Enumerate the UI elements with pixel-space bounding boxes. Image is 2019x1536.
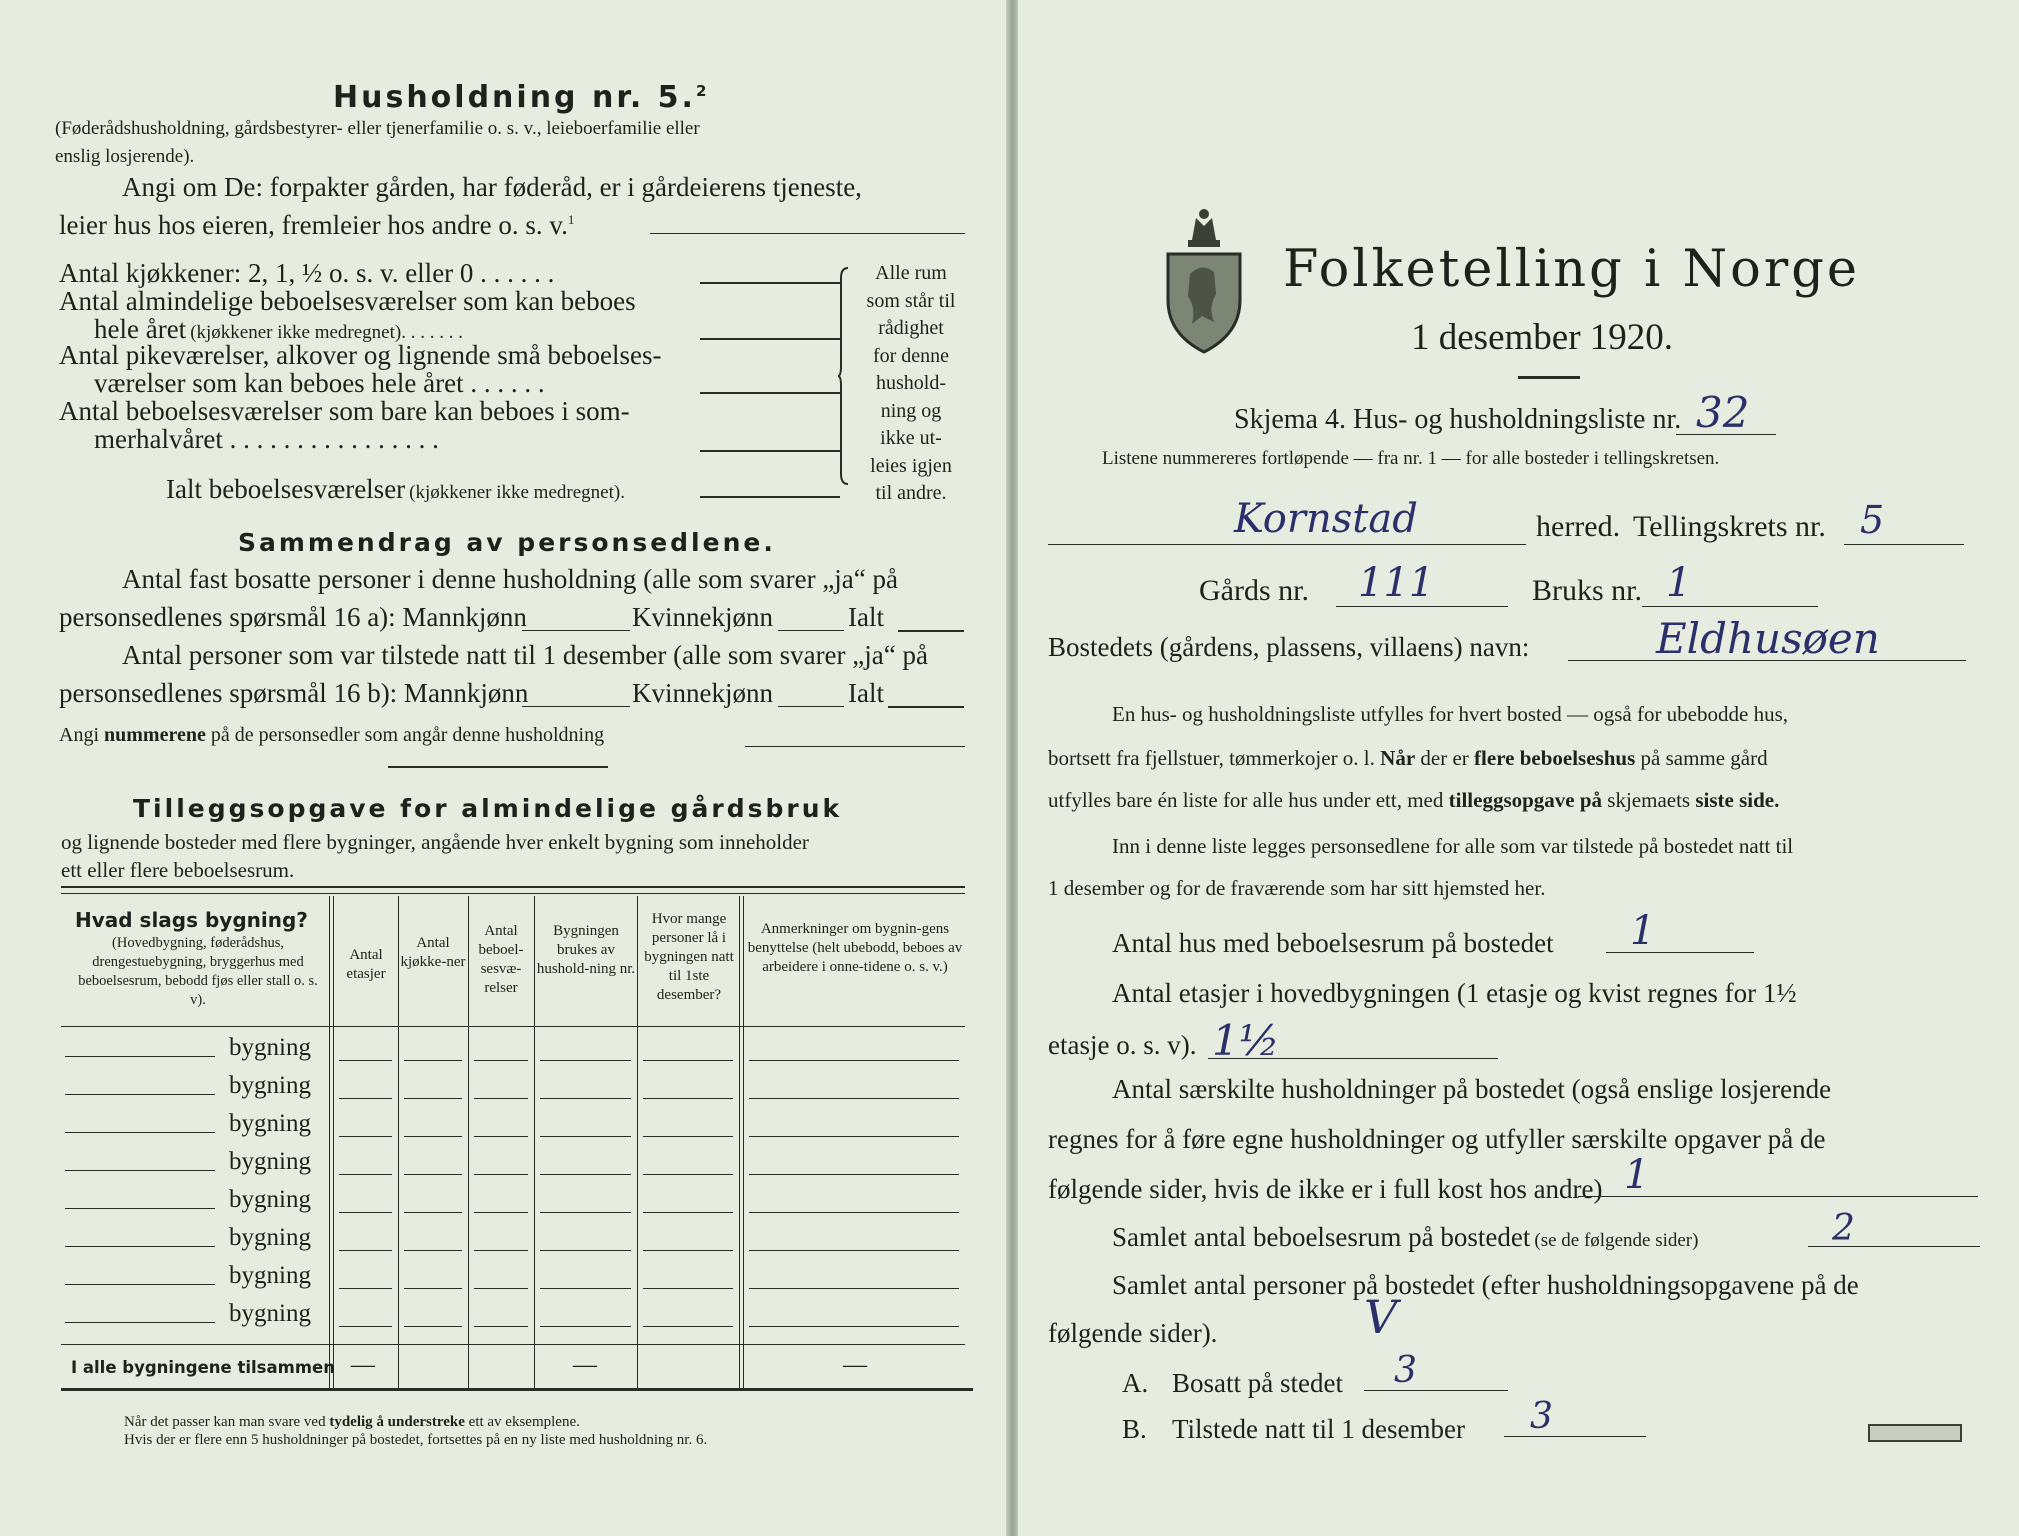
left-page xyxy=(0,0,1008,1536)
col0-subtitle: (Hovedbygning, føderådshus, drengestuebygning, bryggerhus med beboelsesrum, bebodd fjøs eller stall o. s. v). xyxy=(78,935,318,1008)
household-heading: Husholdning nr. 5.$^2$ xyxy=(333,80,710,115)
building-cell-line[interactable] xyxy=(339,1174,392,1175)
building-row xyxy=(61,1220,965,1258)
q-rooms-label: Samlet antal beboelsesrum på bostedet (se de følgende sider) xyxy=(1112,1222,1699,1252)
summer-rooms-label-2: merhalvåret . . . . . . . . . . . . . . . . xyxy=(94,424,439,454)
building-row-label: bygning xyxy=(229,1186,311,1213)
present-male-line xyxy=(522,706,630,707)
building-row-label: bygning xyxy=(229,1034,311,1061)
table-top-rule xyxy=(61,886,965,888)
building-cell-line[interactable] xyxy=(643,1060,733,1061)
tellingskrets-line xyxy=(1844,544,1964,545)
supplement-heading: Tilleggsopgave for almindelige gårdsbruk xyxy=(133,794,843,823)
building-cell-line[interactable] xyxy=(749,1174,959,1175)
col-header-household: Bygningen brukes av hushold-ning nr. xyxy=(536,923,636,977)
q-households-value[interactable]: 1 xyxy=(1624,1152,1650,1198)
building-cell-line[interactable] xyxy=(404,1060,462,1061)
building-row xyxy=(61,1182,965,1220)
footnote-2: Hvis der er flere enn 5 husholdninger på bostedet, fortsettes på en ny liste med husholdning nr. 6. xyxy=(124,1432,708,1448)
rooms-bracket xyxy=(838,266,850,486)
supplement-line-1: og lignende bosteder med flere bygninger, angående hver enkelt bygning som inneholder xyxy=(61,830,809,854)
q-floors-line xyxy=(1208,1058,1498,1059)
col-header-floors: Antal etasjer xyxy=(346,947,386,982)
resident-female-label: Kvinnekjønn xyxy=(632,602,773,632)
building-cell-line[interactable] xyxy=(474,1250,528,1251)
building-cell-line[interactable] xyxy=(404,1136,462,1137)
building-type-line[interactable] xyxy=(65,1322,215,1323)
bruks-value[interactable]: 1 xyxy=(1666,560,1692,606)
col-header-persons: Hvor mange personer lå i bygningen natt til 1ste desember? xyxy=(644,911,734,1003)
q-households-line-1: Antal særskilte husholdninger på bostedet (også enslige losjerende xyxy=(1112,1074,1832,1104)
building-cell-line[interactable] xyxy=(404,1212,462,1213)
col0-title: Hvad slags bygning? xyxy=(75,908,308,932)
building-type-line[interactable] xyxy=(65,1208,215,1209)
census-title: Folketelling i Norge xyxy=(1283,240,1861,299)
b-line xyxy=(1504,1436,1646,1437)
col-header-remarks: Anmerkninger om bygnin-gens benyttelse (helt ubebodd, beboes av arbeidere i onne-tidene o. s. v.) xyxy=(747,921,963,975)
maid-rooms-label-2: værelser som kan beboes hele året . . . . . . xyxy=(94,368,545,398)
building-row xyxy=(61,1030,965,1068)
instructions-line-5: 1 desember og for de fraværende som har sitt hjemsted her. xyxy=(1048,876,1546,900)
building-row xyxy=(61,1258,965,1296)
q-houses-line xyxy=(1606,952,1754,953)
building-cell-line[interactable] xyxy=(749,1288,959,1289)
bosted-value[interactable]: Eldhusøen xyxy=(1656,614,1880,663)
schema-label: Skjema 4. Hus- og husholdningsliste nr. xyxy=(1234,404,1682,435)
building-type-line[interactable] xyxy=(65,1246,215,1247)
building-cell-line[interactable] xyxy=(749,1060,959,1061)
q-persons-line-2: følgende sider). xyxy=(1048,1318,1218,1348)
resident-male-line xyxy=(522,630,630,631)
col-header-kitchens: Antal kjøkke-ner xyxy=(400,935,466,970)
a-text: Bosatt på stedet xyxy=(1172,1368,1343,1398)
angi-answer-line xyxy=(650,233,965,234)
right-page xyxy=(1018,0,2019,1536)
building-row xyxy=(61,1068,965,1106)
bracket-note: Alle rum som står til rådighet for denne hushold- ning og ikke ut- leies igjen til andre. xyxy=(866,262,956,504)
q-households-line-3: følgende sider, hvis de ikke er i full kost hos andre) xyxy=(1048,1174,1603,1204)
numbers-label: Angi nummerene på de personsedler som angår denne husholdning xyxy=(59,724,605,746)
section-divider xyxy=(388,766,608,768)
bosted-label: Bostedets (gårdens, plassens, villaens) navn: xyxy=(1048,632,1530,662)
total-rooms-answer-line xyxy=(700,496,840,498)
building-row xyxy=(61,1106,965,1144)
table-bottom-rule xyxy=(61,1388,973,1391)
norway-coat-of-arms xyxy=(1162,204,1246,354)
building-cell-line[interactable] xyxy=(749,1212,959,1213)
instructions-line-2: bortsett fra fjellstuer, tømmerkojer o. l. Når der er flere beboelseshus på samme gård xyxy=(1048,746,1768,770)
maid-rooms-answer-line xyxy=(700,392,840,394)
angi-line-2: leier hus hos eieren, fremleier hos andre o. s. v.$^1$ xyxy=(59,210,575,240)
title-divider xyxy=(1518,376,1580,379)
building-cell-line[interactable] xyxy=(540,1060,631,1061)
building-type-line[interactable] xyxy=(65,1132,215,1133)
building-cell-line[interactable] xyxy=(643,1098,733,1099)
resident-total-label: Ialt xyxy=(848,602,884,632)
resident-female-line xyxy=(778,630,844,631)
building-cell-line[interactable] xyxy=(474,1288,528,1289)
b-label: B. xyxy=(1122,1414,1147,1444)
building-row-label: bygning xyxy=(229,1148,311,1175)
building-type-line[interactable] xyxy=(65,1056,215,1057)
herred-line xyxy=(1048,544,1526,545)
q-floors-value[interactable]: 1½ xyxy=(1212,1016,1280,1065)
numbers-line xyxy=(745,746,965,747)
building-cell-line[interactable] xyxy=(540,1174,631,1175)
q-persons-line-1: Samlet antal personer på bostedet (efter husholdningsopgavene på de xyxy=(1112,1270,1859,1300)
building-cell-line[interactable] xyxy=(339,1250,392,1251)
total-rooms-label: Ialt beboelsesværelser (kjøkkener ikke medregnet). xyxy=(166,474,625,504)
building-cell-line[interactable] xyxy=(404,1250,462,1251)
building-cell-line[interactable] xyxy=(404,1288,462,1289)
summary-p1-line1: Antal fast bosatte personer i denne husholdning (alle som svarer „ja“ på xyxy=(122,564,898,594)
a-value[interactable]: 3 xyxy=(1394,1350,1417,1391)
building-row-label: bygning xyxy=(229,1224,311,1251)
ordinary-rooms-answer-line xyxy=(700,338,840,340)
buildings-table xyxy=(61,896,965,1391)
building-row-label: bygning xyxy=(229,1072,311,1099)
present-total-line xyxy=(888,706,964,708)
building-cell-line[interactable] xyxy=(749,1250,959,1251)
kitchens-label: Antal kjøkkener: 2, 1, ½ o. s. v. eller 0 . . . . . . xyxy=(59,258,555,288)
summary-heading: Sammendrag av personsedlene. xyxy=(238,528,776,557)
summary-p1-line2: personsedlenes spørsmål 16 a): Mannkjønn xyxy=(59,602,527,632)
q-floors-line-2: etasje o. s. v). xyxy=(1048,1030,1197,1060)
q-households-line xyxy=(1578,1196,1978,1197)
q-households-line-2: regnes for å føre egne husholdninger og utfyller særskilte opgaver på de xyxy=(1048,1124,1826,1154)
building-cell-line[interactable] xyxy=(474,1136,528,1137)
summary-p2-line1: Antal personer som var tilstede natt til 1 desember (alle som svarer „ja“ på xyxy=(122,640,928,670)
bruks-label: Bruks nr. xyxy=(1532,574,1643,607)
building-cell-line[interactable] xyxy=(540,1326,631,1327)
col-header-rooms: Antal beboel-sesvæ-relser xyxy=(478,923,524,996)
q-rooms-line xyxy=(1808,1246,1980,1247)
resident-total-line xyxy=(898,630,964,632)
building-cell-line[interactable] xyxy=(474,1212,528,1213)
q-houses-value[interactable]: 1 xyxy=(1630,908,1656,954)
printer-stamp xyxy=(1868,1424,1962,1442)
ordinary-rooms-label-2: hele året (kjøkkener ikke medregnet). . . . . . . xyxy=(94,314,463,344)
building-cell-line[interactable] xyxy=(749,1098,959,1099)
census-date: 1 desember 1920. xyxy=(1411,317,1674,358)
gards-line xyxy=(1336,606,1508,607)
angi-line-1: Angi om De: forpakter gården, har føderåd, er i gårdeierens tjeneste, xyxy=(122,172,862,202)
building-cell-line[interactable] xyxy=(339,1136,392,1137)
total-floors-dash: — xyxy=(351,1352,375,1378)
building-row xyxy=(61,1296,965,1334)
building-cell-line[interactable] xyxy=(339,1060,392,1061)
building-cell-line[interactable] xyxy=(404,1326,462,1327)
tellingskrets-label: Tellingskrets nr. xyxy=(1633,510,1826,543)
building-cell-line[interactable] xyxy=(339,1288,392,1289)
instructions-line-3: utfylles bare én liste for alle hus under ett, med tilleggsopgave på skjemaets siste side. xyxy=(1048,788,1780,812)
q-houses-label: Antal hus med beboelsesrum på bostedet xyxy=(1112,928,1554,958)
present-total-label: Ialt xyxy=(848,678,884,708)
herred-label: herred. xyxy=(1536,510,1621,543)
building-row-label: bygning xyxy=(229,1110,311,1137)
building-cell-line[interactable] xyxy=(474,1098,528,1099)
household-subheading-2: enslig losjerende). xyxy=(55,146,195,167)
b-value[interactable]: 3 xyxy=(1530,1396,1553,1437)
instructions-line-4: Inn i denne liste legges personsedlene for alle som var tilstede på bostedet natt til xyxy=(1112,834,1794,858)
building-type-line[interactable] xyxy=(65,1170,215,1171)
summary-p2-line2: personsedlenes spørsmål 16 b): Mannkjønn xyxy=(59,678,529,708)
q-persons-check-mark: V xyxy=(1364,1290,1398,1344)
building-row-label: bygning xyxy=(229,1300,311,1327)
present-female-label: Kvinnekjønn xyxy=(632,678,773,708)
building-cell-line[interactable] xyxy=(643,1136,733,1137)
building-cell-line[interactable] xyxy=(540,1212,631,1213)
b-text: Tilstede natt til 1 desember xyxy=(1172,1414,1465,1444)
a-line xyxy=(1364,1390,1508,1391)
building-cell-line[interactable] xyxy=(749,1326,959,1327)
building-cell-line[interactable] xyxy=(540,1098,631,1099)
ordinary-rooms-label-1: Antal almindelige beboelsesværelser som kan beboes xyxy=(59,286,636,316)
building-cell-line[interactable] xyxy=(474,1326,528,1327)
schema-number-line xyxy=(1676,434,1776,435)
footnote-1: Når det passer kan man svare ved tydelig å understreke ett av eksemplene. xyxy=(124,1414,580,1430)
building-cell-line[interactable] xyxy=(540,1288,631,1289)
building-cell-line[interactable] xyxy=(540,1136,631,1137)
kitchens-answer-line xyxy=(700,282,840,284)
instructions-line-1: En hus- og husholdningsliste utfylles for hvert bosted — også for ubebodde hus, xyxy=(1112,702,1788,726)
total-remarks-dash: — xyxy=(843,1352,867,1378)
building-cell-line[interactable] xyxy=(540,1250,631,1251)
building-cell-line[interactable] xyxy=(404,1098,462,1099)
building-type-line[interactable] xyxy=(65,1284,215,1285)
total-rule xyxy=(61,1344,965,1345)
herred-value[interactable]: Kornstad xyxy=(1234,496,1418,542)
building-cell-line[interactable] xyxy=(643,1288,733,1289)
building-row-label: bygning xyxy=(229,1262,311,1289)
building-cell-line[interactable] xyxy=(643,1250,733,1251)
bruks-line xyxy=(1642,606,1818,607)
building-cell-line[interactable] xyxy=(643,1326,733,1327)
building-cell-line[interactable] xyxy=(339,1326,392,1327)
building-cell-line[interactable] xyxy=(749,1136,959,1137)
summer-rooms-answer-line xyxy=(700,450,840,452)
total-row-label: I alle bygningene tilsammen xyxy=(71,1358,335,1377)
summer-rooms-label-1: Antal beboelsesværelser som bare kan beboes i som- xyxy=(59,396,630,426)
present-female-line xyxy=(778,706,844,707)
building-cell-line[interactable] xyxy=(643,1174,733,1175)
q-rooms-value[interactable]: 2 xyxy=(1832,1208,1855,1249)
building-row xyxy=(61,1144,965,1182)
a-label: A. xyxy=(1122,1368,1149,1398)
schema-number[interactable]: 32 xyxy=(1696,388,1750,437)
building-cell-line[interactable] xyxy=(339,1098,392,1099)
total-household-dash: — xyxy=(573,1352,597,1378)
supplement-line-2: ett eller flere beboelsesrum. xyxy=(61,858,295,882)
tellingskrets-value[interactable]: 5 xyxy=(1860,498,1885,542)
gards-label: Gårds nr. xyxy=(1199,574,1309,607)
q-floors-line-1: Antal etasjer i hovedbygningen (1 etasje og kvist regnes for 1½ xyxy=(1112,978,1797,1008)
building-cell-line[interactable] xyxy=(474,1060,528,1061)
maid-rooms-label-1: Antal pikeværelser, alkover og lignende små beboelses- xyxy=(59,340,662,370)
bosted-line xyxy=(1568,660,1966,661)
header-rule xyxy=(61,1026,965,1027)
numbering-note: Listene nummereres fortløpende — fra nr. 1 — for alle bosteder i tellingskretsen. xyxy=(1102,448,1720,469)
building-cell-line[interactable] xyxy=(404,1174,462,1175)
building-type-line[interactable] xyxy=(65,1094,215,1095)
building-cell-line[interactable] xyxy=(643,1212,733,1213)
gards-value[interactable]: 111 xyxy=(1358,560,1435,606)
table-top-rule-2 xyxy=(61,893,965,894)
building-cell-line[interactable] xyxy=(339,1212,392,1213)
household-subheading: (Føderådshusholdning, gårdsbestyrer- eller tjenerfamilie o. s. v., leieboerfamilie eller xyxy=(55,118,700,139)
building-cell-line[interactable] xyxy=(474,1174,528,1175)
